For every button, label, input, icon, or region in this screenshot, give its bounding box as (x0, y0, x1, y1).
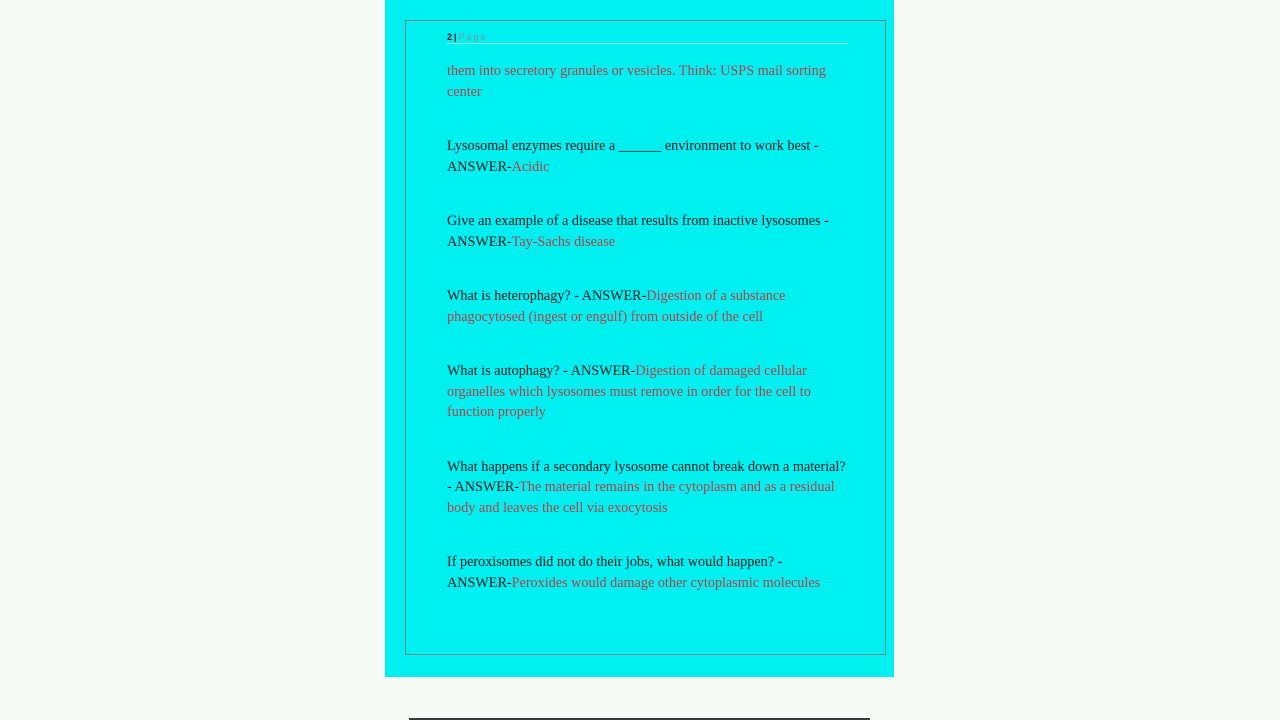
page-header (447, 31, 848, 44)
document-page (385, 0, 894, 677)
answer-text: The material remains in the cytoplasm and as a residual body and leaves the cell via exocytosis (447, 479, 835, 516)
qa-entry (447, 211, 847, 252)
question-text: What is autophagy? - ANSWER- (447, 363, 636, 379)
question-text: If peroxisomes did not do their jobs, what would happen? - ANSWER- (447, 554, 783, 591)
answer-text: Digestion of a substance phagocytosed (ingest or engulf) from outside of the cell (447, 288, 786, 325)
question-text: Lysosomal enzymes require a ______ environment to work best - ANSWER- (447, 138, 819, 175)
qa-entry (447, 286, 847, 327)
qa-entry (447, 552, 847, 593)
question-text: What happens if a secondary lysosome cannot break down a material? - ANSWER- (447, 458, 846, 495)
answer-text: Tay-Sachs disease (511, 233, 616, 250)
answer-text: Acidic (511, 158, 550, 175)
qa-entry (447, 361, 847, 423)
page-content (447, 61, 847, 593)
answer-text: them into secretory granules or vesicles. Think: USPS mail sorting center (447, 63, 826, 100)
page-separator: | (454, 32, 457, 42)
page-label: Page (458, 32, 488, 42)
qa-entry (447, 61, 847, 102)
qa-entry (447, 136, 847, 177)
answer-text: Peroxides would damage other cytoplasmic molecules (511, 574, 821, 591)
page-number: 2 (447, 32, 453, 42)
qa-entry (447, 457, 847, 519)
answer-text: Digestion of damaged cellular organelles which lysosomes must remove in order for the cell to function properly (447, 363, 811, 420)
question-text: Give an example of a disease that results from inactive lysosomes - ANSWER- (447, 213, 829, 250)
question-text: What is heterophagy? - ANSWER- (447, 288, 647, 304)
